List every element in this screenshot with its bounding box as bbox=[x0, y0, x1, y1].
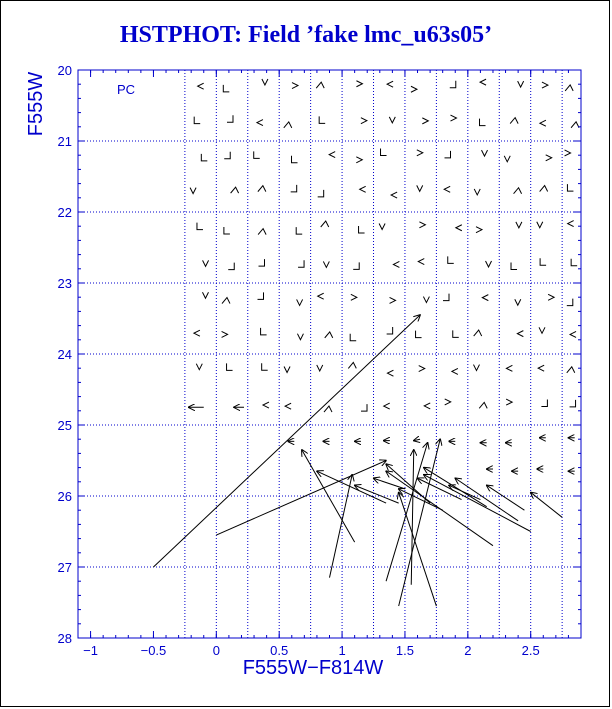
small-vector-glyph bbox=[538, 365, 544, 371]
small-vector-glyph bbox=[227, 363, 233, 370]
small-vector-glyph bbox=[565, 150, 571, 156]
axes bbox=[58, 63, 581, 658]
small-vector-glyph bbox=[297, 299, 303, 305]
small-vector-glyph bbox=[504, 156, 510, 162]
small-vector-glyph bbox=[510, 118, 518, 124]
small-vector-glyph bbox=[570, 400, 576, 407]
small-vector-glyph bbox=[379, 224, 385, 230]
small-vector-glyph bbox=[506, 365, 512, 371]
long-vector-arrow bbox=[487, 485, 525, 510]
small-vector-glyph bbox=[450, 115, 456, 121]
small-vector-glyph bbox=[318, 293, 324, 299]
pc-annotation: PC bbox=[117, 82, 136, 97]
small-vector-glyph bbox=[262, 363, 268, 370]
small-vector-glyph bbox=[190, 188, 196, 194]
small-vector-glyph bbox=[254, 151, 260, 158]
y-tick-label: 21 bbox=[57, 134, 72, 149]
small-vector-glyph bbox=[567, 367, 575, 373]
small-vector-glyph bbox=[417, 185, 423, 191]
small-vector-glyph bbox=[480, 119, 486, 126]
small-vector-glyph bbox=[284, 122, 292, 128]
small-vector-glyph bbox=[194, 330, 200, 336]
small-vector-glyph bbox=[381, 149, 387, 156]
small-vector-glyph bbox=[571, 259, 577, 266]
y-tick-label: 27 bbox=[57, 560, 72, 575]
small-vector-glyph bbox=[482, 295, 488, 301]
small-vector-glyph bbox=[515, 299, 521, 305]
long-vector-arrow bbox=[355, 485, 399, 503]
x-tick-label: 1.5 bbox=[395, 643, 414, 658]
x-tick-label: 2 bbox=[464, 643, 472, 658]
small-vector-glyph bbox=[424, 403, 430, 409]
long-vector-arrow bbox=[418, 478, 462, 499]
long-vector-arrow bbox=[424, 468, 487, 507]
small-vector-glyph bbox=[202, 292, 208, 298]
long-vector-arrow bbox=[386, 471, 493, 546]
small-vector-glyph bbox=[389, 117, 395, 123]
small-vector-glyph bbox=[546, 155, 552, 161]
small-vector-glyph bbox=[224, 227, 230, 234]
x-tick-label: −1 bbox=[83, 643, 98, 658]
small-vector-glyph bbox=[542, 82, 548, 88]
small-vector-glyph bbox=[387, 370, 393, 376]
small-vector-glyph bbox=[567, 299, 573, 306]
small-vector-glyph bbox=[539, 327, 545, 333]
small-vector-glyph bbox=[263, 402, 269, 408]
short-vector-arrow bbox=[414, 439, 420, 440]
small-vector-glyph bbox=[259, 259, 265, 266]
small-vector-glyph bbox=[390, 297, 396, 303]
small-vector-glyph bbox=[258, 292, 264, 299]
small-vector-glyph bbox=[292, 83, 298, 89]
small-vector-glyph bbox=[474, 330, 482, 336]
small-vector-glyph bbox=[518, 81, 524, 87]
small-vector-glyph bbox=[318, 190, 324, 197]
small-vector-glyph bbox=[474, 189, 480, 195]
small-vector-glyph bbox=[223, 85, 229, 92]
small-vector-glyph bbox=[448, 256, 454, 263]
small-vector-glyph bbox=[227, 115, 233, 122]
small-vector-glyph bbox=[228, 263, 234, 270]
small-vector-glyph bbox=[411, 86, 417, 92]
small-vector-glyph bbox=[417, 150, 423, 156]
small-vector-glyph bbox=[321, 221, 329, 227]
long-vector-arrow bbox=[424, 475, 531, 532]
small-vector-glyph bbox=[416, 331, 422, 338]
small-vector-glyph bbox=[198, 83, 204, 89]
long-vector-arrow bbox=[374, 478, 405, 489]
small-vector-glyph bbox=[257, 120, 263, 126]
small-vector-glyph bbox=[292, 156, 298, 163]
small-vector-glyph bbox=[476, 227, 482, 233]
small-vector-glyph bbox=[222, 298, 230, 304]
small-vector-glyph bbox=[353, 262, 359, 269]
y-axis-title: F555W bbox=[25, 71, 47, 137]
small-vector-glyph bbox=[567, 184, 573, 191]
small-vector-glyph bbox=[419, 366, 425, 372]
small-vector-glyph bbox=[444, 186, 450, 192]
small-vector-glyph bbox=[456, 225, 462, 231]
small-vector-glyph bbox=[262, 79, 268, 85]
small-vector-glyph bbox=[571, 122, 579, 128]
small-vector-glyph bbox=[324, 406, 332, 412]
small-vector-glyph bbox=[506, 399, 512, 405]
small-vector-glyph bbox=[517, 331, 523, 337]
x-tick-label: 2.5 bbox=[521, 643, 540, 658]
y-tick-label: 25 bbox=[57, 418, 72, 433]
long-vector-arrow bbox=[216, 461, 386, 536]
small-vector-glyph bbox=[565, 85, 573, 91]
small-vector-glyph bbox=[482, 150, 488, 156]
small-vector-glyph bbox=[224, 152, 230, 159]
small-vector-glyph bbox=[540, 186, 548, 192]
small-vector-glyph bbox=[329, 152, 335, 158]
small-vector-glyph bbox=[486, 261, 492, 267]
small-vector-glyph bbox=[540, 258, 546, 265]
long-vector-arrow bbox=[330, 475, 353, 578]
small-vector-glyph bbox=[351, 294, 357, 300]
small-vector-glyph bbox=[197, 223, 203, 230]
x-tick-label: 1 bbox=[338, 643, 346, 658]
x-tick-label: 0 bbox=[212, 643, 220, 658]
small-vector-glyph bbox=[325, 332, 333, 338]
small-vector-glyph bbox=[201, 154, 207, 161]
small-vector-glyph bbox=[511, 262, 517, 269]
small-vector-glyph bbox=[298, 260, 304, 267]
glyph-field bbox=[190, 79, 579, 412]
small-vector-glyph bbox=[316, 82, 324, 88]
small-vector-glyph bbox=[194, 117, 200, 124]
y-tick-label: 22 bbox=[57, 205, 72, 220]
small-vector-glyph bbox=[568, 221, 574, 227]
small-vector-glyph bbox=[196, 364, 202, 370]
chart-title: HSTPHOT: Field ’fake lmc_u63s05’ bbox=[119, 22, 493, 48]
small-vector-glyph bbox=[445, 151, 451, 158]
small-vector-glyph bbox=[350, 334, 356, 341]
small-vector-glyph bbox=[317, 365, 323, 371]
small-vector-glyph bbox=[452, 368, 458, 374]
small-vector-glyph bbox=[473, 365, 479, 371]
y-tick-label: 26 bbox=[57, 489, 72, 504]
small-vector-glyph bbox=[423, 297, 429, 303]
small-vector-glyph bbox=[480, 79, 486, 85]
small-vector-glyph bbox=[387, 81, 393, 87]
small-vector-glyph bbox=[450, 81, 456, 88]
small-vector-glyph bbox=[323, 261, 329, 267]
y-tick-label: 23 bbox=[57, 276, 72, 291]
y-tick-label: 24 bbox=[57, 347, 72, 362]
small-vector-glyph bbox=[419, 222, 425, 228]
small-vector-glyph bbox=[203, 260, 209, 266]
small-vector-glyph bbox=[284, 367, 290, 373]
long-vector-arrow bbox=[411, 450, 414, 585]
small-vector-glyph bbox=[356, 81, 362, 87]
small-vector-glyph bbox=[356, 157, 362, 163]
x-axis-title: F555W−F814W bbox=[242, 657, 384, 679]
small-vector-glyph bbox=[514, 188, 522, 194]
small-vector-glyph bbox=[422, 118, 428, 124]
long-vector-arrow bbox=[153, 315, 420, 567]
small-vector-glyph bbox=[393, 261, 399, 267]
small-vector-glyph bbox=[570, 331, 576, 337]
small-vector-glyph bbox=[258, 186, 266, 192]
small-vector-glyph bbox=[384, 403, 390, 409]
small-vector-glyph bbox=[297, 334, 303, 340]
small-vector-glyph bbox=[296, 227, 302, 234]
small-vector-glyph bbox=[231, 187, 239, 193]
small-vector-glyph bbox=[541, 400, 547, 407]
small-vector-glyph bbox=[537, 222, 543, 228]
small-vector-glyph bbox=[261, 328, 267, 335]
small-vector-glyph bbox=[258, 229, 266, 235]
small-vector-glyph bbox=[418, 259, 424, 265]
y-tick-label: 20 bbox=[57, 63, 72, 78]
long-vector-arrow bbox=[399, 492, 437, 606]
x-tick-label: −0.5 bbox=[140, 643, 167, 658]
long-vector-arrow bbox=[399, 439, 440, 606]
small-vector-glyph bbox=[453, 330, 459, 337]
small-vector-glyph bbox=[361, 118, 367, 124]
small-vector-glyph bbox=[291, 185, 297, 192]
small-vector-glyph bbox=[443, 294, 449, 301]
small-vector-glyph bbox=[445, 399, 451, 405]
small-vector-glyph bbox=[479, 402, 487, 408]
y-tick-label: 28 bbox=[57, 631, 72, 646]
small-vector-glyph bbox=[516, 222, 522, 228]
small-vector-glyph bbox=[359, 226, 365, 233]
small-vector-glyph bbox=[348, 362, 356, 368]
small-vector-glyph bbox=[222, 331, 228, 337]
small-vector-glyph bbox=[285, 403, 291, 409]
x-tick-label: 0.5 bbox=[270, 643, 289, 658]
small-vector-glyph bbox=[360, 186, 366, 192]
small-vector-glyph bbox=[361, 404, 367, 411]
small-vector-glyph bbox=[387, 327, 393, 334]
small-vector-glyph bbox=[319, 116, 325, 123]
small-vector-glyph bbox=[548, 294, 554, 300]
small-vector-glyph bbox=[540, 120, 546, 126]
small-vector-glyph bbox=[391, 192, 397, 198]
